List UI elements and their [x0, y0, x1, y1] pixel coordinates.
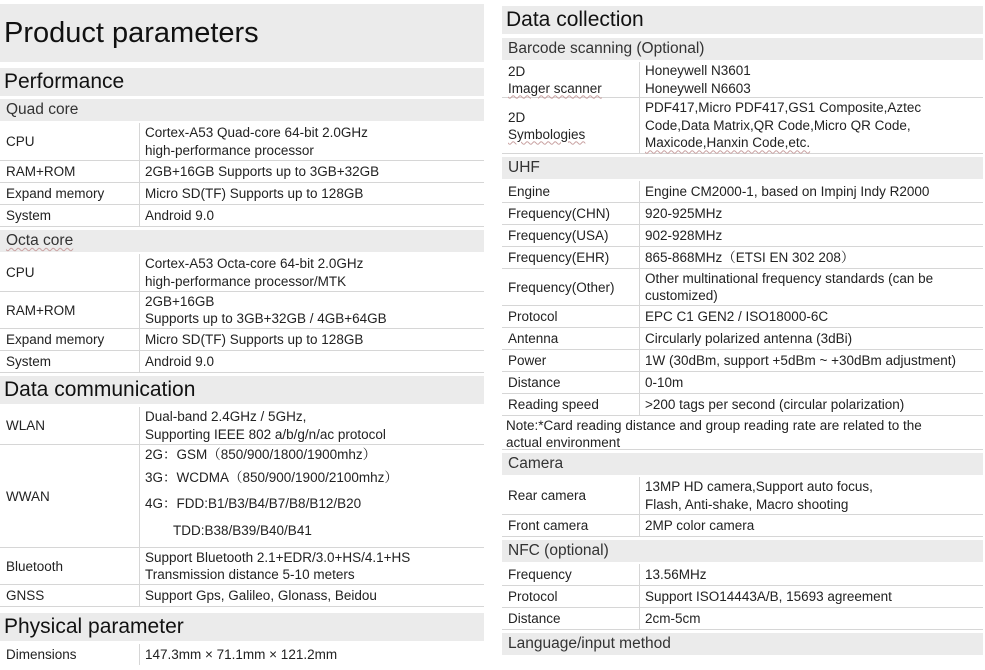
spec-value-line: high-performance processor — [145, 142, 314, 158]
spec-label: Bluetooth — [0, 548, 140, 584]
spec-value: Android 9.0 — [145, 353, 215, 369]
spec-value-line: 3G：WCDMA（850/900/1900/2100mhz） — [145, 470, 398, 485]
spec-value-line: Other multinational frequency standards (can be — [645, 270, 934, 286]
spec-value: 920-925MHz — [645, 205, 723, 221]
spec-label: Power — [502, 350, 640, 371]
spec-label: Expand memory — [0, 329, 140, 350]
spec-value: Engine CM2000-1, based on Impinj Indy R2000 — [645, 183, 930, 199]
spec-row-quad-system — [0, 205, 484, 227]
spec-row-gnss — [0, 585, 484, 607]
spec-value-line: TDD:B38/B39/B40/B41 — [173, 523, 312, 538]
spec-row-uhf-frequency-usa — [502, 225, 983, 247]
spec-value-line: 2G：GSM（850/900/1800/1900mhz） — [145, 447, 377, 462]
spec-value-line: 4G：FDD:B1/B3/B4/B7/B8/B12/B20 — [145, 496, 362, 511]
spec-value: Micro SD(TF) Supports up to 128GB — [145, 331, 364, 347]
note-line: Note:*Card reading distance and group reading rate are related to the — [506, 418, 922, 433]
spec-value — [640, 477, 983, 514]
spec-value — [640, 269, 983, 305]
spec-value — [140, 254, 484, 291]
spec-value: 2MP color camera — [645, 517, 755, 533]
spec-value-line: customized) — [645, 288, 718, 303]
spec-value: 1W (30dBm, support +5dBm ~ +30dBm adjustment) — [645, 352, 957, 368]
spec-value-line: Code,Data Matrix,QR Code,Micro QR Code, — [645, 117, 911, 133]
spec-row-quad-ram — [0, 161, 484, 183]
spec-row-wwan — [0, 445, 484, 548]
spec-row-2d-imager — [502, 62, 983, 98]
spec-value-line: Transmission distance 5-10 meters — [145, 567, 355, 582]
spec-value — [140, 292, 484, 328]
page-title: Product parameters — [0, 4, 484, 62]
subsection-quad-core: Quad core — [0, 99, 484, 121]
spec-value — [140, 123, 484, 160]
spec-row-uhf-antenna — [502, 328, 983, 350]
spec-label: Frequency(USA) — [502, 225, 640, 246]
spec-value-line: Cortex-A53 Quad-core 64-bit 2.0GHz — [145, 125, 368, 140]
spec-label: Front camera — [502, 515, 640, 536]
spec-value: 0-10m — [645, 374, 684, 390]
spec-row-octa-system — [0, 351, 484, 373]
spec-label: Protocol — [502, 586, 640, 607]
subsection-octa-core: Octa core — [0, 230, 484, 252]
spec-label: CPU — [0, 123, 140, 160]
spec-value: 13.56MHz — [645, 566, 707, 582]
spec-label: RAM+ROM — [0, 292, 140, 328]
spec-row-quad-cpu — [0, 123, 484, 161]
subsection-barcode-scanning: Barcode scanning (Optional) — [502, 38, 983, 60]
spec-value — [140, 407, 484, 444]
section-data-collection: Data collection — [502, 6, 983, 34]
spec-value-line: Supporting IEEE 802 a/b/g/n/ac protocol — [145, 426, 386, 442]
spec-value: 2cm-5cm — [645, 610, 701, 626]
spec-row-octa-expand — [0, 329, 484, 351]
spec-row-uhf-frequency-ehr — [502, 247, 983, 269]
spec-label: Rear camera — [502, 477, 640, 514]
spec-row-nfc-frequency — [502, 564, 983, 586]
spec-row-uhf-reading-speed — [502, 394, 983, 416]
subsection-language-input-method: Language/input method — [502, 633, 983, 655]
spec-label: Frequency(Other) — [502, 269, 640, 305]
spec-value-line: Maxicode,Hanxin Code,etc. — [645, 135, 811, 151]
spec-row-uhf-engine — [502, 181, 983, 203]
spec-value: 865-868MHz（ETSI EN 302 208） — [645, 249, 855, 265]
uhf-note — [502, 416, 983, 450]
spec-value: Android 9.0 — [145, 207, 215, 223]
spec-label: Frequency — [502, 564, 640, 585]
spec-label: Protocol — [502, 306, 640, 327]
spec-row-uhf-frequency-chn — [502, 203, 983, 225]
spec-row-wlan — [0, 407, 484, 445]
spec-label: Frequency(CHN) — [502, 203, 640, 224]
spec-label: WWAN — [0, 445, 140, 547]
section-data-communication: Data communication — [0, 376, 484, 404]
spec-label: System — [0, 351, 140, 372]
spec-row-dimensions — [0, 644, 484, 665]
subsection-nfc: NFC (optional) — [502, 540, 983, 562]
spec-value — [640, 98, 983, 153]
spec-value: Support Gps, Galileo, Glonass, Beidou — [145, 587, 377, 603]
spec-value: >200 tags per second (circular polarization) — [645, 396, 905, 412]
spec-value — [140, 548, 484, 584]
spec-row-octa-ram — [0, 292, 484, 329]
spec-row-rear-camera — [502, 477, 983, 515]
spec-value-line: PDF417,Micro PDF417,GS1 Composite,Aztec — [645, 100, 922, 116]
spec-label: Reading speed — [502, 394, 640, 415]
spec-label: Engine — [502, 181, 640, 202]
spec-label: Dimensions — [0, 644, 140, 665]
subsection-uhf: UHF — [502, 157, 983, 179]
spec-value-line: Flash, Anti-shake, Macro shooting — [645, 496, 849, 512]
section-performance: Performance — [0, 68, 484, 96]
note-line: actual environment — [506, 434, 621, 450]
spec-value: 2GB+16GB Supports up to 3GB+32GB — [145, 163, 380, 179]
spec-value-line: Honeywell N6603 — [645, 80, 751, 96]
subsection-camera: Camera — [502, 453, 983, 475]
spec-row-uhf-protocol — [502, 306, 983, 328]
spec-value-line: high-performance processor/MTK — [145, 273, 347, 289]
spec-label: Antenna — [502, 328, 640, 349]
spec-value-line: Supports up to 3GB+32GB / 4GB+64GB — [145, 311, 387, 326]
spec-value — [140, 445, 484, 547]
spec-value: Circularly polarized antenna (3dBi) — [645, 330, 853, 346]
spec-row-uhf-power — [502, 350, 983, 372]
spec-label: 2D Symbologies — [502, 98, 640, 153]
right-column — [502, 0, 983, 655]
spec-label: Distance — [502, 608, 640, 629]
spec-row-uhf-frequency-other — [502, 269, 983, 306]
spec-value-line: Cortex-A53 Octa-core 64-bit 2.0GHz — [145, 256, 364, 271]
spec-row-front-camera — [502, 515, 983, 537]
spec-label: Frequency(EHR) — [502, 247, 640, 268]
spec-value: Support ISO14443A/B, 15693 agreement — [645, 588, 892, 604]
spec-value-line: Support Bluetooth 2.1+EDR/3.0+HS/4.1+HS — [145, 549, 411, 565]
spec-label: RAM+ROM — [0, 161, 140, 182]
spec-label: CPU — [0, 254, 140, 291]
spec-row-nfc-protocol — [502, 586, 983, 608]
spec-label: GNSS — [0, 585, 140, 606]
spec-value-line: Dual-band 2.4GHz / 5GHz, — [145, 409, 307, 424]
spec-row-quad-expand — [0, 183, 484, 205]
section-physical-parameter: Physical parameter — [0, 613, 484, 641]
spec-value: 147.3mm × 71.1mm × 121.2mm — [145, 646, 338, 662]
spec-value-line: 13MP HD camera,Support auto focus, — [645, 479, 873, 494]
spec-label: 2D Imager scanner — [502, 62, 640, 97]
spec-label: System — [0, 205, 140, 226]
spec-value: Micro SD(TF) Supports up to 128GB — [145, 185, 364, 201]
left-column — [0, 0, 484, 665]
spec-value: EPC C1 GEN2 / ISO18000-6C — [645, 308, 829, 324]
spec-row-bluetooth — [0, 548, 484, 585]
spec-value: 902-928MHz — [645, 227, 723, 243]
spec-label: Distance — [502, 372, 640, 393]
spec-label: WLAN — [0, 407, 140, 444]
spec-label: Expand memory — [0, 183, 140, 204]
spec-row-2d-symbologies — [502, 98, 983, 154]
spec-row-nfc-distance — [502, 608, 983, 630]
spec-value-line: Honeywell N3601 — [645, 63, 751, 78]
spec-value — [640, 62, 983, 97]
spec-value-line: 2GB+16GB — [145, 293, 215, 309]
spec-row-octa-cpu — [0, 254, 484, 292]
spec-row-uhf-distance — [502, 372, 983, 394]
